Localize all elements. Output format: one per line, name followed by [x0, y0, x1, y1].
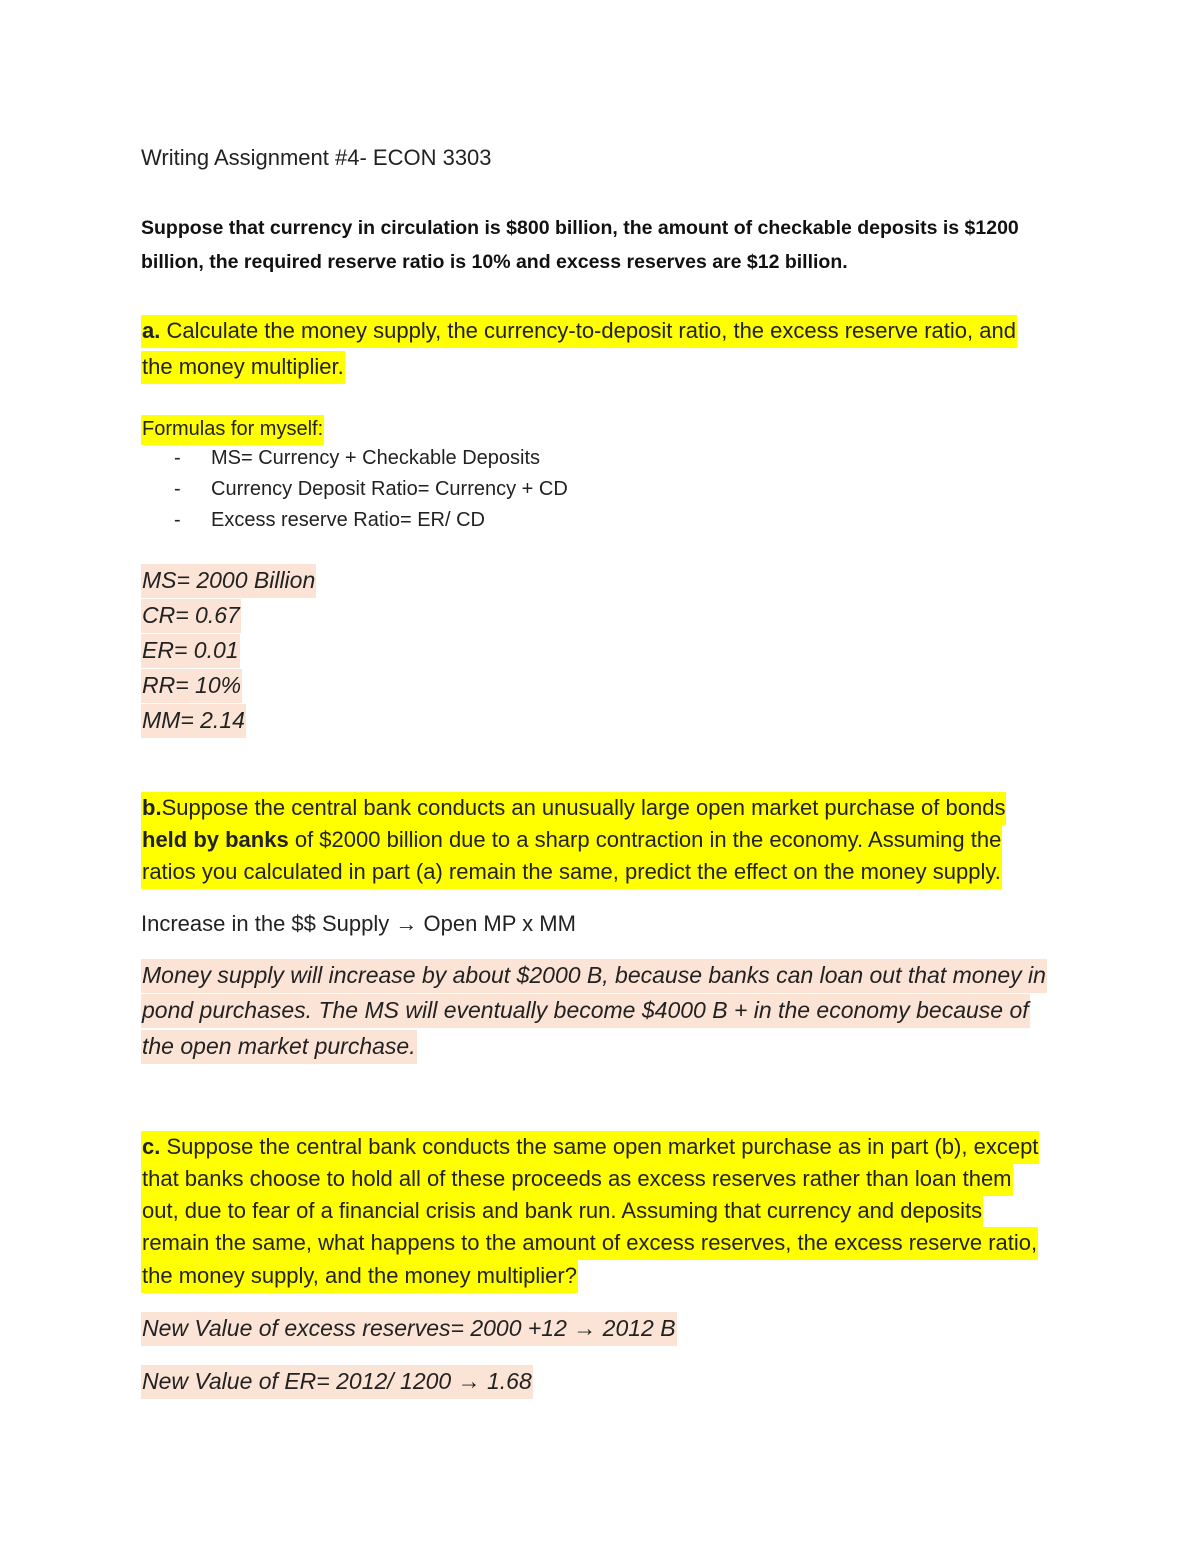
part-c-question-line-2: [141, 1168, 1013, 1190]
formula-text: MS= Currency + Checkable Deposits: [211, 447, 541, 469]
formulas-list: [141, 448, 568, 541]
part-b-question-line-1: [141, 797, 1006, 819]
answer-line: [141, 999, 1030, 1022]
part-c-question-line-1: [141, 1136, 1039, 1158]
answer-line: [141, 964, 1047, 987]
part-c-question-text-4: remain the same, what happens to the amount of excess reserves, the excess reserve ratio,: [141, 1227, 1038, 1260]
answer-line: [141, 1370, 533, 1393]
answer-rr: RR= 10%: [141, 669, 242, 703]
list-dash: -: [174, 478, 181, 500]
part-b-question-text-3: ratios you calculated in part (a) remain the same, predict the effect on the money supply.: [141, 856, 1002, 889]
answer-mm: MM= 2.14: [141, 704, 246, 738]
part-b-answer-3: the open market purchase.: [141, 1030, 417, 1064]
answer-line: [141, 1317, 677, 1340]
answer-er: ER= 0.01: [141, 634, 240, 668]
list-item: [141, 448, 568, 479]
part-c-question-text-3: out, due to fear of a financial crisis and bank run. Assuming that currency and deposits: [141, 1195, 983, 1228]
list-item: [141, 479, 568, 510]
page-title: Writing Assignment #4- ECON 3303: [141, 145, 492, 170]
part-c-question-text-5: the money supply, and the money multiplier?: [141, 1260, 578, 1293]
part-a-question-line-2: [141, 356, 345, 378]
part-b-emphasis: held by banks: [142, 827, 289, 852]
formula-text: Currency Deposit Ratio= Currency + CD: [211, 478, 568, 500]
answer-line: [141, 639, 240, 662]
answer-line: [141, 569, 316, 592]
part-b-label: b.: [142, 795, 162, 820]
list-item: [141, 510, 568, 541]
part-c-answer-1: New Value of excess reserves= 2000 +12 → 2012 B: [141, 1312, 677, 1346]
part-b-answer-2: pond purchases. The MS will eventually become $4000 B + in the economy because of: [141, 994, 1030, 1028]
part-b-question-line-3: [141, 861, 1002, 883]
part-b-question-line-2: [141, 829, 1002, 851]
part-c-question-line-4: [141, 1232, 1038, 1254]
intro-line-1: Suppose that currency in circulation is $800 billion, the amount of checkable deposits is $1200: [141, 217, 1019, 239]
list-dash: -: [174, 509, 181, 531]
part-a-label: a.: [142, 318, 161, 343]
part-c-question-line-5: [141, 1265, 578, 1287]
part-c-question-line-3: [141, 1200, 983, 1222]
part-b-question-text-1: Suppose the central bank conducts an unusually large open market purchase of bonds: [161, 795, 1006, 820]
answer-line: [141, 709, 246, 732]
part-c-question-text-1: Suppose the central bank conducts the same open market purchase as in part (b), except: [160, 1134, 1039, 1159]
part-c-question-text-2: that banks choose to hold all of these proceeds as excess reserves rather than loan them: [141, 1163, 1013, 1196]
part-a-question-line-1: [141, 320, 1017, 342]
list-dash: -: [174, 447, 181, 469]
part-c-answer-2: New Value of ER= 2012/ 1200 → 1.68: [141, 1365, 533, 1399]
part-b-question-text-2: of $2000 billion due to a sharp contraction in the economy. Assuming the: [288, 827, 1002, 852]
part-b-answer-1: Money supply will increase by about $2000 B, because banks can loan out that money in: [141, 959, 1047, 993]
part-b-note: Increase in the $$ Supply → Open MP x MM: [141, 911, 576, 936]
formulas-heading: [141, 419, 324, 439]
part-a-question-text-1: Calculate the money supply, the currency-to-deposit ratio, the excess reserve ratio, and: [160, 318, 1016, 343]
answer-cr: CR= 0.67: [141, 599, 241, 633]
answer-line: [141, 604, 241, 627]
answer-ms: MS= 2000 Billion: [141, 564, 316, 598]
answer-line: [141, 674, 242, 697]
formulas-heading-text: Formulas for myself:: [141, 415, 324, 445]
intro-line-2: billion, the required reserve ratio is 10% and excess reserves are $12 billion.: [141, 251, 848, 273]
answer-line: [141, 1035, 417, 1058]
part-a-question-text-2: the money multiplier.: [141, 351, 345, 384]
formula-text: Excess reserve Ratio= ER/ CD: [211, 509, 485, 531]
part-c-label: c.: [142, 1134, 161, 1159]
